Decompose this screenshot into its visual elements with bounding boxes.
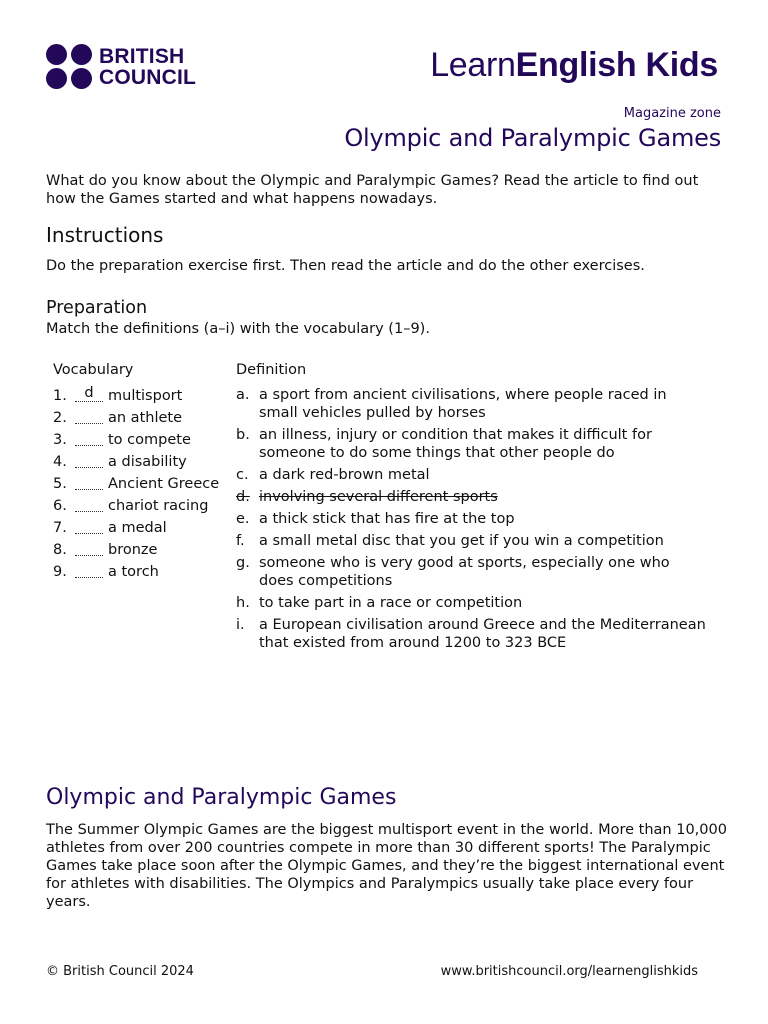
answer-blank[interactable]	[75, 518, 103, 534]
definition-item	[236, 510, 706, 528]
article-text: The Summer Olympic Games are the biggest multisport event in the world. More than 10,000 athletes from over 200 countries compete in more than 30 different sports! The Paralympic Games take place soon after the Olympic Games, and they’re the biggest international event for athletes with disabilities. The Olympics and Paralympics usually take place every four years.	[46, 822, 727, 910]
definition-letter: f.	[236, 533, 245, 549]
answer-blank[interactable]	[75, 474, 103, 490]
definition-heading: Definition	[236, 362, 307, 378]
answer-blank[interactable]: d	[75, 386, 103, 402]
instructions-heading: Instructions	[46, 223, 164, 247]
definition-item	[236, 532, 706, 550]
definition-item	[236, 426, 706, 462]
preparation-heading: Preparation	[46, 298, 148, 318]
answer-blank[interactable]	[75, 408, 103, 424]
definition-text: a dark red-brown metal	[259, 467, 430, 483]
lek-learn: Learn	[430, 46, 516, 84]
vocab-item	[53, 430, 219, 452]
vocab-item	[53, 408, 219, 430]
answer-blank[interactable]	[75, 540, 103, 556]
definition-letter: e.	[236, 511, 250, 527]
answer-blank[interactable]	[75, 562, 103, 578]
definition-item	[236, 554, 706, 590]
lek-english: English	[515, 46, 637, 84]
vocab-word: chariot racing	[108, 498, 209, 514]
intro-text: What do you know about the Olympic and Paralympic Games? Read the article to find out how the Games started and what happens nowadays.	[46, 173, 699, 207]
preparation-text: Match the definitions (a–i) with the vocabulary (1–9).	[46, 321, 430, 337]
definition-text: an illness, injury or condition that makes it difficult for someone to do some things that other people do	[259, 427, 652, 461]
zone-label: Magazine zone	[623, 106, 721, 121]
lek-kids: Kids	[645, 46, 718, 84]
vocab-word: a medal	[108, 520, 167, 536]
vocab-word: to compete	[108, 432, 191, 448]
answer-blank[interactable]	[75, 496, 103, 512]
british-council-wordmark	[99, 46, 196, 88]
footer-copyright: © British Council 2024	[46, 964, 194, 979]
vocab-word: a disability	[108, 454, 187, 470]
footer-url[interactable]: www.britishcouncil.org/learnenglishkids	[440, 964, 698, 979]
vocab-number: 7.	[53, 520, 67, 536]
vocab-number: 9.	[53, 564, 67, 580]
definition-letter: i.	[236, 617, 245, 633]
definition-letter: a.	[236, 387, 250, 403]
vocab-number: 3.	[53, 432, 67, 448]
bc-line-2: COUNCIL	[99, 65, 197, 89]
definition-text: involving several different sports	[259, 489, 498, 505]
definition-item	[236, 594, 706, 612]
definition-text: a small metal disc that you get if you win a competition	[259, 533, 664, 549]
vocab-item	[53, 540, 219, 562]
answer-blank[interactable]	[75, 452, 103, 468]
vocab-word: multisport	[108, 388, 183, 404]
british-council-logo	[46, 44, 196, 89]
vocab-number: 4.	[53, 454, 67, 470]
vocab-word: bronze	[108, 542, 158, 558]
definition-text: a European civilisation around Greece and the Mediterranean that existed from around 1200 to 323 BCE	[259, 617, 706, 651]
vocab-word: an athlete	[108, 410, 183, 426]
definition-list	[236, 386, 706, 656]
vocab-word: a torch	[108, 564, 159, 580]
vocab-word: Ancient Greece	[108, 476, 220, 492]
vocab-number: 5.	[53, 476, 67, 492]
definition-text: someone who is very good at sports, especially one who does competitions	[259, 555, 670, 589]
bc-line-1: BRITISH	[99, 44, 185, 68]
british-council-dots-icon	[46, 44, 93, 89]
definition-item	[236, 616, 706, 652]
definition-item	[236, 466, 706, 484]
definition-letter: d.	[236, 489, 250, 505]
vocab-item	[53, 518, 219, 540]
page-title: Olympic and Paralympic Games	[344, 124, 721, 152]
learnenglish-kids-logo	[430, 46, 718, 85]
vocabulary-heading: Vocabulary	[53, 362, 134, 378]
vocab-item	[53, 474, 219, 496]
vocab-number: 6.	[53, 498, 67, 514]
vocabulary-list	[53, 386, 219, 584]
definition-text: to take part in a race or competition	[259, 595, 523, 611]
vocab-item	[53, 452, 219, 474]
instructions-text: Do the preparation exercise first. Then read the article and do the other exercises.	[46, 258, 645, 274]
definition-letter: h.	[236, 595, 250, 611]
definition-letter: g.	[236, 555, 250, 571]
definition-item-used	[236, 488, 706, 506]
vocab-item	[53, 496, 219, 518]
vocab-number: 1.	[53, 388, 67, 404]
definition-letter: b.	[236, 427, 250, 443]
answer-blank[interactable]	[75, 430, 103, 446]
vocab-item	[53, 386, 219, 408]
definition-text: a thick stick that has fire at the top	[259, 511, 515, 527]
article-heading: Olympic and Paralympic Games	[46, 785, 397, 810]
definition-letter: c.	[236, 467, 249, 483]
vocab-item	[53, 562, 219, 584]
vocab-number: 2.	[53, 410, 67, 426]
definition-item	[236, 386, 706, 422]
definition-text: a sport from ancient civilisations, where people raced in small vehicles pulled by horses	[259, 387, 667, 421]
vocab-number: 8.	[53, 542, 67, 558]
